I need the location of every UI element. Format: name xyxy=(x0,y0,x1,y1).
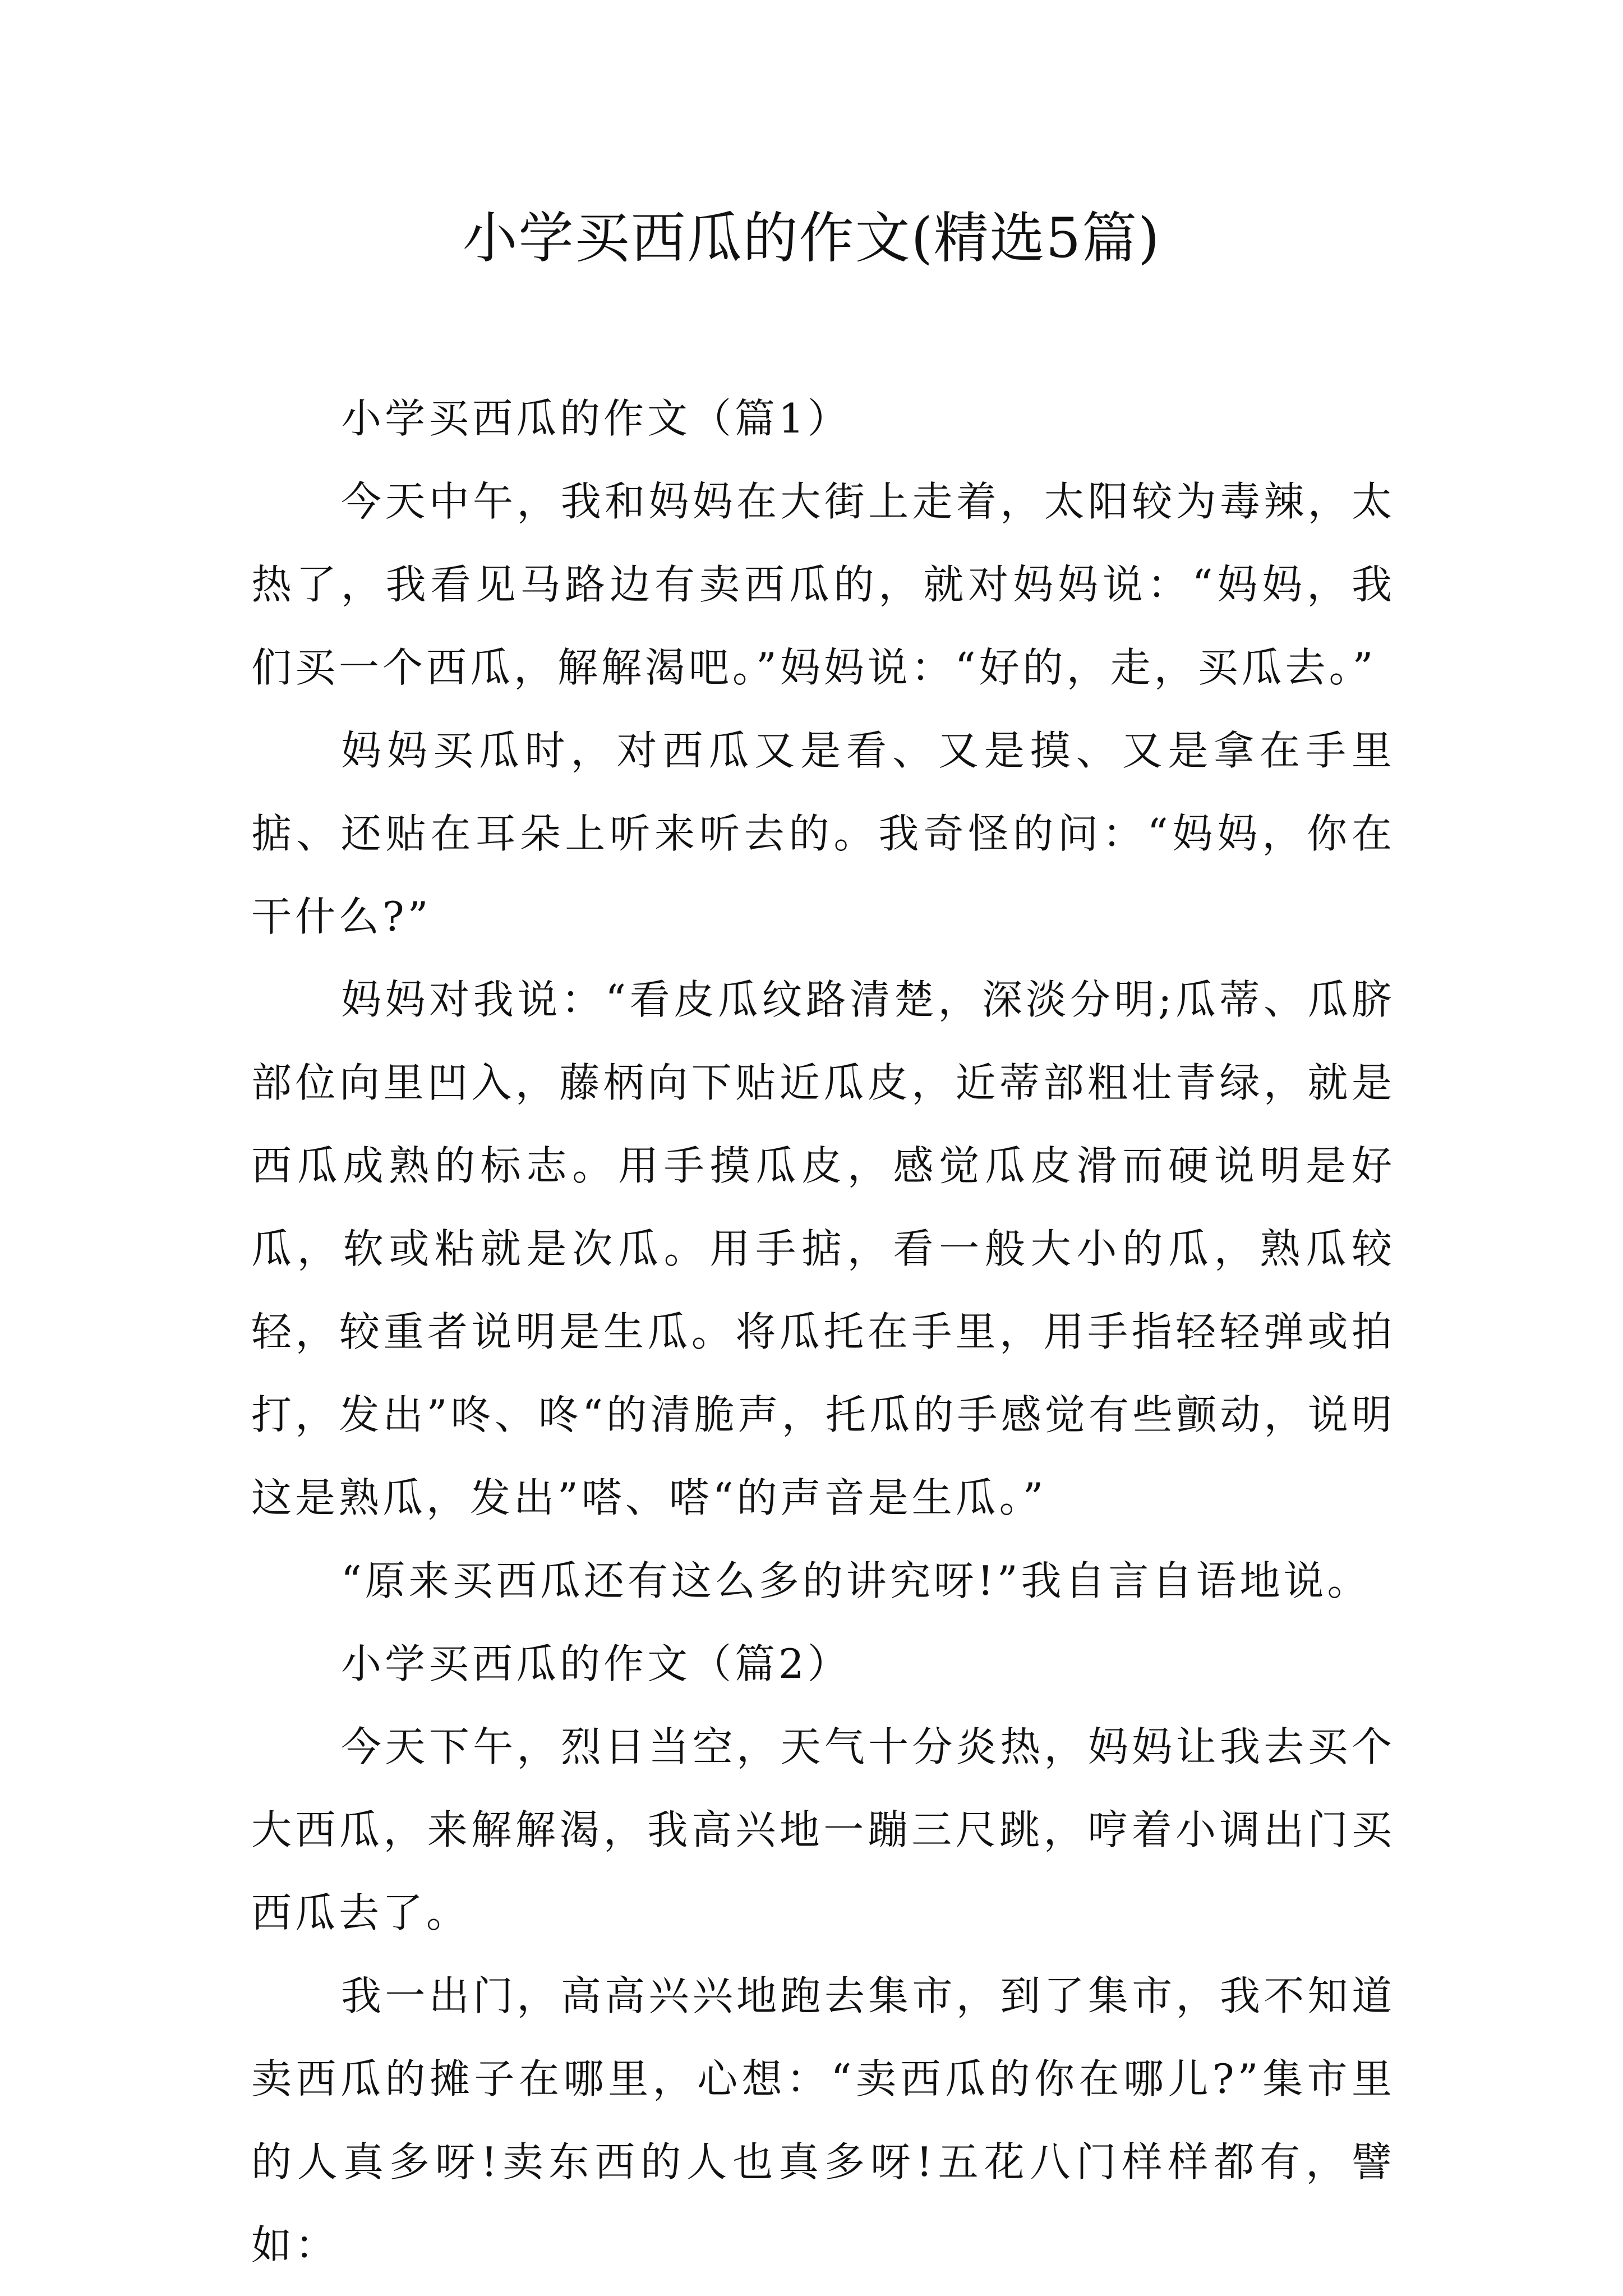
document-title: 小学买西瓜的作文(精选5篇) xyxy=(462,206,1161,270)
paragraph: 我一出门，高高兴兴地跑去集市，到了集市，我不知道卖西瓜的摊子在哪里，心想：“卖西瓜的你在哪儿?”集市里的人真多呀!卖东西的人也真多呀!五花八门样样都有，譬如： xyxy=(251,1972,1395,2269)
section-heading: 小学买西瓜的作文（篇2） xyxy=(341,1640,851,1687)
paragraph: 今天中午，我和妈妈在大街上走着，太阳较为毒辣，太热了，我看见马路边有卖西瓜的，就对妈妈说：“妈妈，我们买一个西瓜，解解渴吧。”妈妈说：“好的，走，买瓜去。” xyxy=(251,478,1395,691)
paragraph: 妈妈对我说：“看皮瓜纹路清楚，深淡分明;瓜蒂、瓜脐部位向里凹入，藤柄向下贴近瓜皮，近蒂部粗壮青绿，就是西瓜成熟的标志。用手摸瓜皮，感觉瓜皮滑而硬说明是好瓜，软或粘就是次瓜。用手掂，看一般大小的瓜，熟瓜较轻，较重者说明是生瓜。将瓜托在手里，用手指轻轻弹或拍打，发出”咚、咚“的清脆声，托瓜的手感觉有些颤动，说明这是熟瓜，发出”嗒、嗒“的声音是生瓜。” xyxy=(251,976,1395,1521)
document-body xyxy=(251,377,1395,2286)
paragraph: 今天下午，烈日当空，天气十分炎热，妈妈让我去买个大西瓜，来解解渴，我高兴地一蹦三尺跳，哼着小调出门买西瓜去了。 xyxy=(251,1723,1395,1936)
section-heading: 小学买西瓜的作文（篇1） xyxy=(341,395,851,442)
quote-paragraph: “原来买西瓜还有这么多的讲究呀!”我自言自语地说。 xyxy=(341,1557,1371,1604)
paragraph: 妈妈买瓜时，对西瓜又是看、又是摸、又是拿在手里掂、还贴在耳朵上听来听去的。我奇怪的问：“妈妈，你在干什么?” xyxy=(251,727,1395,940)
